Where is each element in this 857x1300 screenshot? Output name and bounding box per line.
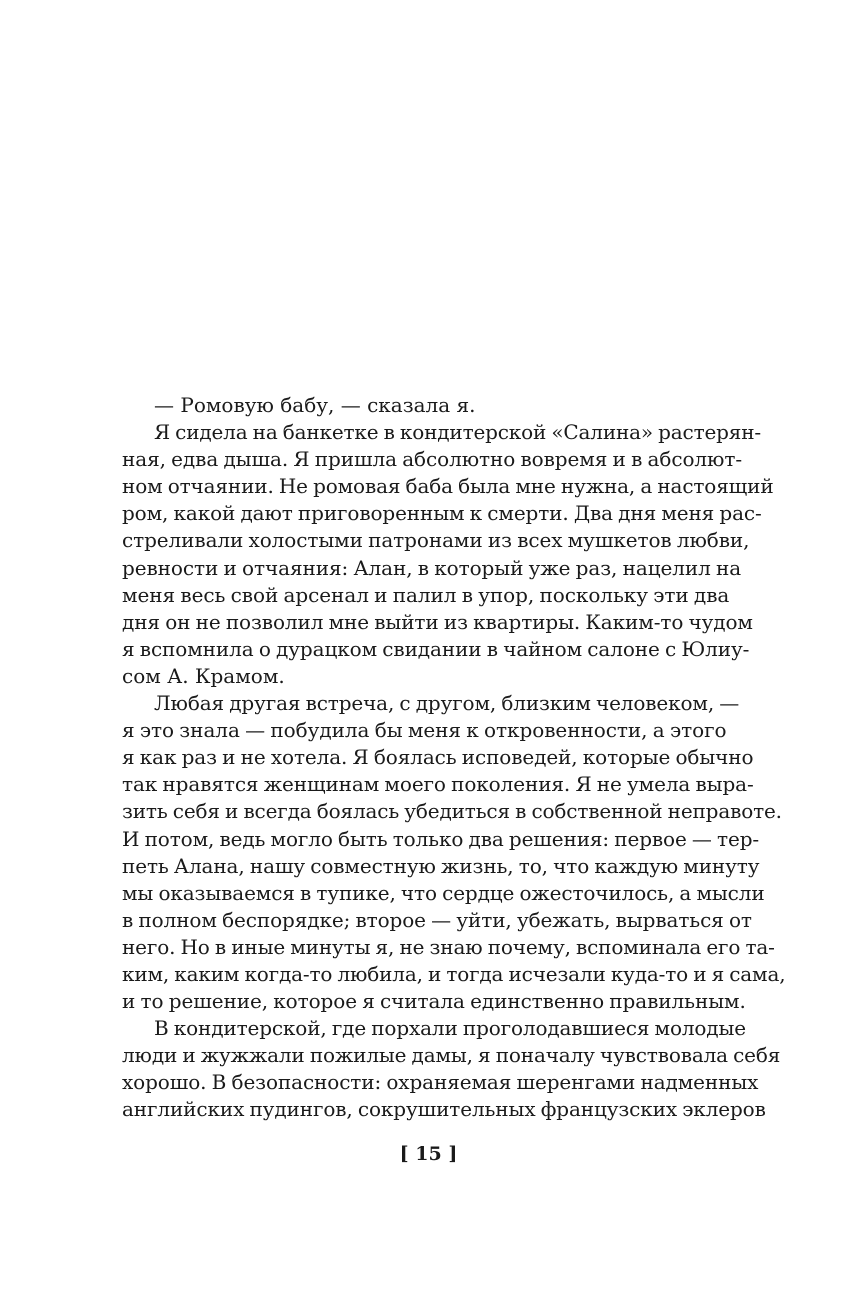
text-line: так нравятся женщинам моего поколения. Я не умела выра-	[122, 772, 754, 797]
text-line: Любая другая встреча, с другом, близким человеком, —	[154, 691, 740, 716]
text-line: стреливали холостыми патронами из всех мушкетов любви,	[122, 528, 750, 553]
text-line: ким, каким когда-то любила, и тогда исчезали куда-то и я сама,	[122, 961, 786, 986]
body-text	[122, 392, 786, 1124]
text-line: него. Но в иные минуты я, не знаю почему, вспоминала его та-	[122, 934, 775, 959]
text-line: зить себя и всегда боялась убедиться в собственной неправоте.	[122, 799, 782, 824]
text-line: люди и жужжали пожилые дамы, я поначалу чувствовала себя	[122, 1043, 781, 1068]
text-line: ром, какой дают приговоренным к смерти. Два дня меня рас-	[122, 501, 762, 526]
text-line: Я сидела на банкетке в кондитерской «Салина» растерян-	[154, 420, 761, 445]
page-number: [ 15 ]	[399, 1143, 458, 1165]
text-line: я вспомнила о дурацком свидании в чайном салоне с Юлиу-	[122, 636, 750, 661]
text-line: хорошо. В безопасности: охраняемая шеренгами надменных	[122, 1070, 759, 1095]
text-line: И потом, ведь могло быть только два решения: первое — тер-	[122, 826, 760, 851]
text-line: — Ромовую бабу, — сказала я.	[154, 393, 476, 417]
text-line: и то решение, которое я считала единственно правильным.	[122, 989, 746, 1014]
text-line: меня весь свой арсенал и палил в упор, поскольку эти два	[122, 582, 730, 607]
text-line: В кондитерской, где порхали проголодавшиеся молодые	[154, 1016, 746, 1041]
text-line: сом А. Крамом.	[122, 663, 285, 688]
text-line: я это знала — побудила бы меня к откровенности, а этого	[122, 718, 727, 743]
text-line: ревности и отчаяния: Алан, в который уже раз, нацелил на	[122, 555, 742, 580]
text-line: мы оказываемся в тупике, что сердце ожесточилось, а мысли	[122, 880, 765, 905]
text-line: в полном беспорядке; второе — уйти, убежать, вырваться от	[122, 907, 752, 932]
text-line: дня он не позволил мне выйти из квартиры. Каким-то чудом	[122, 609, 753, 634]
text-line: петь Алана, нашу совместную жизнь, то, что каждую минуту	[122, 853, 760, 878]
text-line: ная, едва дыша. Я пришла абсолютно вовремя и в абсолют-	[122, 447, 743, 472]
text-line: ном отчаянии. Не ромовая баба была мне нужна, а настоящий	[122, 474, 774, 499]
text-line: я как раз и не хотела. Я боялась исповедей, которые обычно	[122, 745, 754, 770]
text-line: английских пудингов, сокрушительных французских эклеров	[122, 1097, 766, 1122]
